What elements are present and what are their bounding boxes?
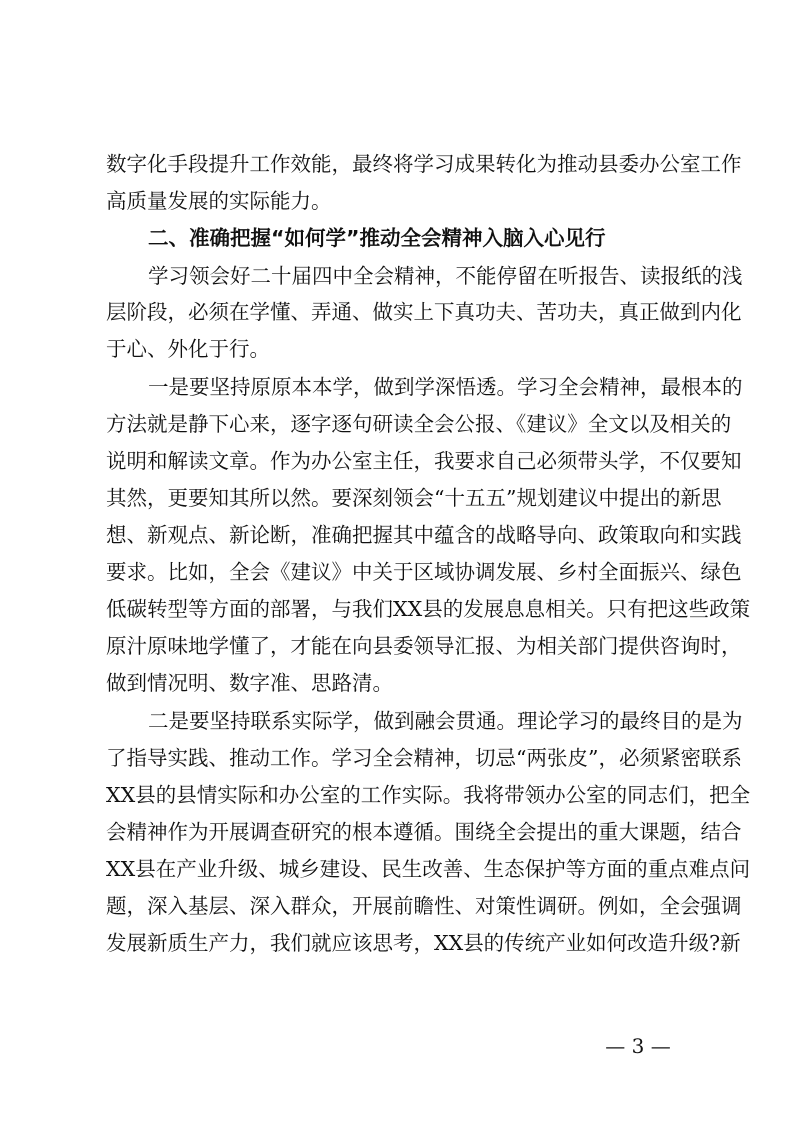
body-text-line: 一是要坚持原原本本学，做到学深悟透。学习全会精神，最根本的 (148, 375, 743, 399)
body-text-line: 于心、外化于行。 (106, 337, 270, 361)
body-text-line: 题，深入基层、深入群众，开展前瞻性、对策性调研。例如，全会强调 (106, 894, 742, 918)
body-text-line: 了指导实践、推动工作。学习全会精神，切忌“两张皮”，必须紧密联系 (106, 746, 742, 770)
body-text-line: 学习领会好二十届四中全会精神，不能停留在听报告、读报纸的浅 (148, 264, 743, 288)
body-text-line: 要求。比如，全会《建议》中关于区域协调发展、乡村全面振兴、绿色 (106, 560, 742, 584)
body-text-line: XX县在产业升级、城乡建设、民生改善、生态保护等方面的重点难点问 (106, 857, 751, 881)
body-text-line: 做到情况明、数字准、思路清。 (106, 671, 393, 695)
body-text-line: 数字化手段提升工作效能，最终将学习成果转化为推动县委办公室工作 (106, 152, 742, 176)
body-text-line: 方法就是静下心来，逐字逐句研读全会公报、《建议》全文以及相关的 (106, 412, 732, 436)
page-number: — 3 — (605, 1034, 671, 1058)
body-text-line: 低碳转型等方面的部署，与我们XX县的发展息息相关。只有把这些政策 (106, 597, 751, 621)
body-text-line: 二是要坚持联系实际学，做到融会贯通。理论学习的最终目的是为 (148, 709, 743, 733)
body-text-line: 发展新质生产力，我们就应该思考，XX县的传统产业如何改造升级?新 (106, 931, 741, 955)
body-text-line: 会精神作为开展调查研究的根本遵循。围绕全会提出的重大课题，结合 (106, 820, 742, 844)
body-text-line: 其然，更要知其所以然。要深刻领会“十五五”规划建议中提出的新思 (106, 486, 722, 510)
body-text-line: 高质量发展的实际能力。 (106, 189, 332, 213)
body-text-line: 层阶段，必须在学懂、弄通、做实上下真功夫、苦功夫，真正做到内化 (106, 300, 742, 324)
body-text-line: 想、新观点、新论断，准确把握其中蕴含的战略导向、政策取向和实践 (106, 523, 742, 547)
body-text-line: 说明和解读文章。作为办公室主任，我要求自己必须带头学，不仅要知 (106, 449, 742, 473)
section-heading: 二、准确把握“如何学”推动全会精神入脑入心见行 (148, 226, 606, 250)
body-text-line: XX县的县情实际和办公室的工作实际。我将带领办公室的同志们，把全 (106, 783, 751, 807)
body-text-line: 原汁原味地学懂了，才能在向县委领导汇报、为相关部门提供咨询时， (106, 634, 742, 658)
